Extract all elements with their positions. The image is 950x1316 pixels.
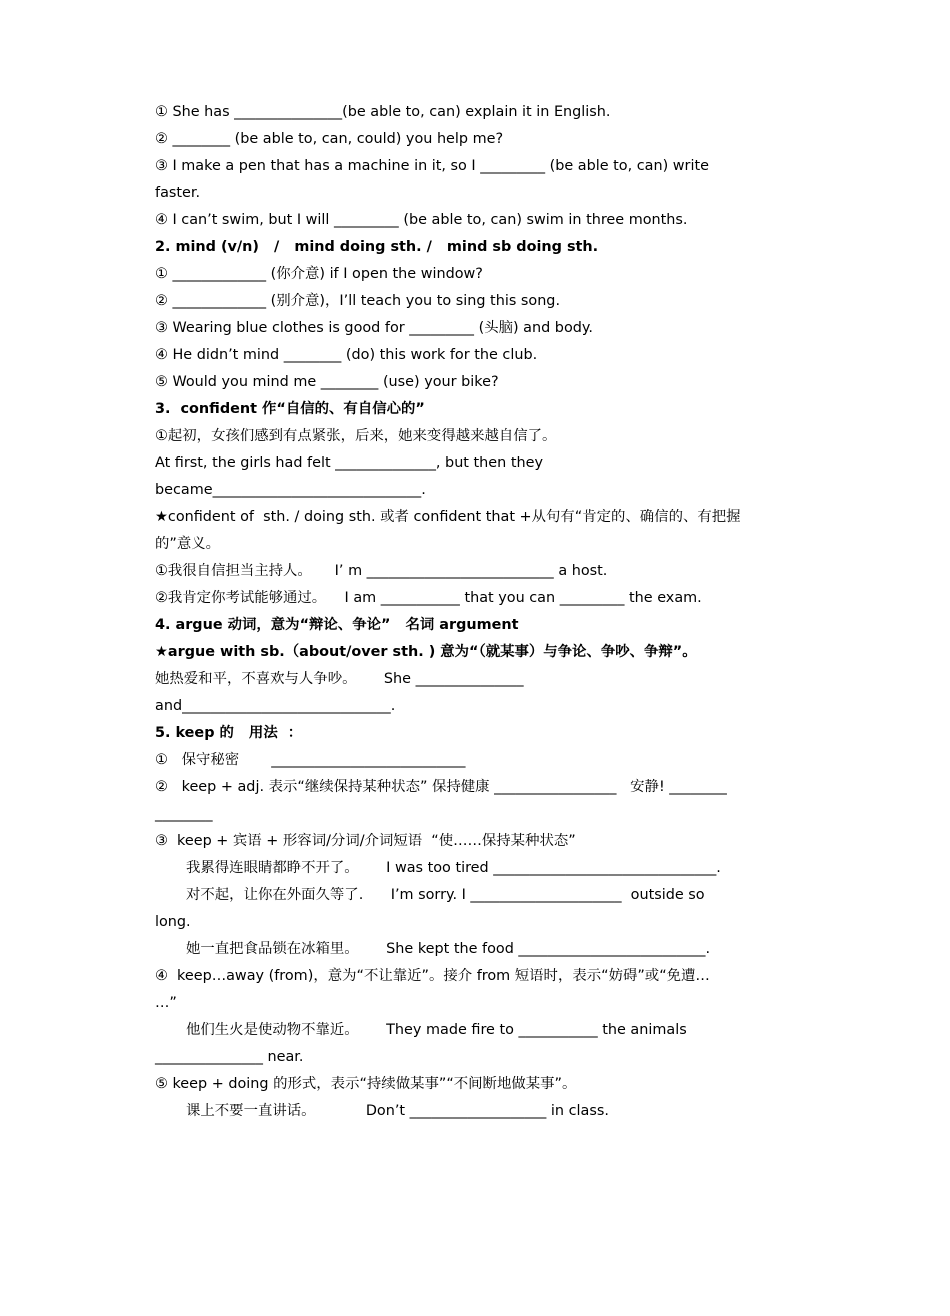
text-line: faster. <box>155 185 201 201</box>
text-line: 的”意义。 <box>155 536 221 552</box>
text-line: ④ He didn’t mind ________ (do) this work for the club. <box>155 347 538 363</box>
text-line: long. <box>155 914 191 930</box>
text-line: 对不起，让你在外面久等了. I’m sorry. I _____________________ outside so <box>186 887 705 903</box>
section-heading: 3. confident 作“自信的、有自信心的” <box>155 401 425 417</box>
text-line: 她一直把食品锁在冰箱里。 She kept the food __________________________. <box>186 941 711 957</box>
text-line: ③ Wearing blue clothes is good for _________ (头脑) and body. <box>155 320 593 336</box>
text-line: ①我很自信担当主持人。 I’ m __________________________ a host. <box>155 563 608 579</box>
text-line: ①起初，女孩们感到有点紧张，后来，她来变得越来越自信了。 <box>155 428 557 444</box>
text-line: At first, the girls had felt ______________, but then they <box>155 455 543 471</box>
text-line: ②我肯定你考试能够通过。 I am ___________ that you can _________ the exam. <box>155 590 702 606</box>
text-line: ④ I can’t swim, but I will _________ (be able to, can) swim in three months. <box>155 212 688 228</box>
text-line: ⑤ keep + doing 的形式，表示“持续做某事”“不间断地做某事”。 <box>155 1076 577 1092</box>
text-line: ① She has _______________(be able to, can) explain it in English. <box>155 104 611 120</box>
text-line: 她热爱和平，不喜欢与人争吵。 She _______________ <box>155 671 524 687</box>
text-line: and_____________________________. <box>155 698 396 714</box>
text-line: ⑤ Would you mind me ________ (use) your bike? <box>155 374 499 390</box>
text-line: ________ <box>155 806 213 822</box>
text-line: ① 保守秘密 ___________________________ <box>155 752 466 768</box>
text-line: 课上不要一直讲话。 Don’t ___________________ in class. <box>186 1103 609 1119</box>
text-line: ④ keep…away (from)，意为“不让靠近”。接介 from 短语时，表示“妨碍”或“免遭… <box>155 968 710 984</box>
text-line: ③ keep + 宾语 + 形容词/分词/介词短语 “使……保持某种状态” <box>155 833 576 849</box>
text-line: ③ I make a pen that has a machine in it, so I _________ (be able to, can) write <box>155 158 709 174</box>
text-line: ② keep + adj. 表示“继续保持某种状态” 保持健康 _________________ 安静! ________ <box>155 779 727 795</box>
section-heading: ★argue with sb.（about/over sth. ) 意为“（就某事）与争论、争吵、争辩”。 <box>155 644 697 660</box>
text-line: became_____________________________. <box>155 482 426 498</box>
text-line: _______________ near. <box>155 1049 304 1065</box>
text-line: ② _____________ (别介意)，I’ll teach you to sing this song. <box>155 293 561 309</box>
worksheet-page <box>155 99 795 1125</box>
text-line: 他们生火是使动物不靠近。 They made fire to ___________ the animals <box>186 1022 687 1038</box>
text-line: ① _____________ (你介意) if I open the window? <box>155 266 483 282</box>
text-line: …” <box>155 995 177 1011</box>
section-heading: 4. argue 动词，意为“辩论、争论” 名词 argument <box>155 617 519 633</box>
section-heading: 5. keep 的 用法 ： <box>155 725 303 741</box>
text-line: ★confident of sth. / doing sth. 或者 confident that +从句有“肯定的、确信的、有把握 <box>155 509 741 525</box>
section-heading: 2. mind (v/n) / mind doing sth. / mind sb doing sth. <box>155 239 599 255</box>
text-line: ② ________ (be able to, can, could) you help me? <box>155 131 504 147</box>
text-line: 我累得连眼睛都睁不开了。 I was too tired _______________________________. <box>186 860 721 876</box>
